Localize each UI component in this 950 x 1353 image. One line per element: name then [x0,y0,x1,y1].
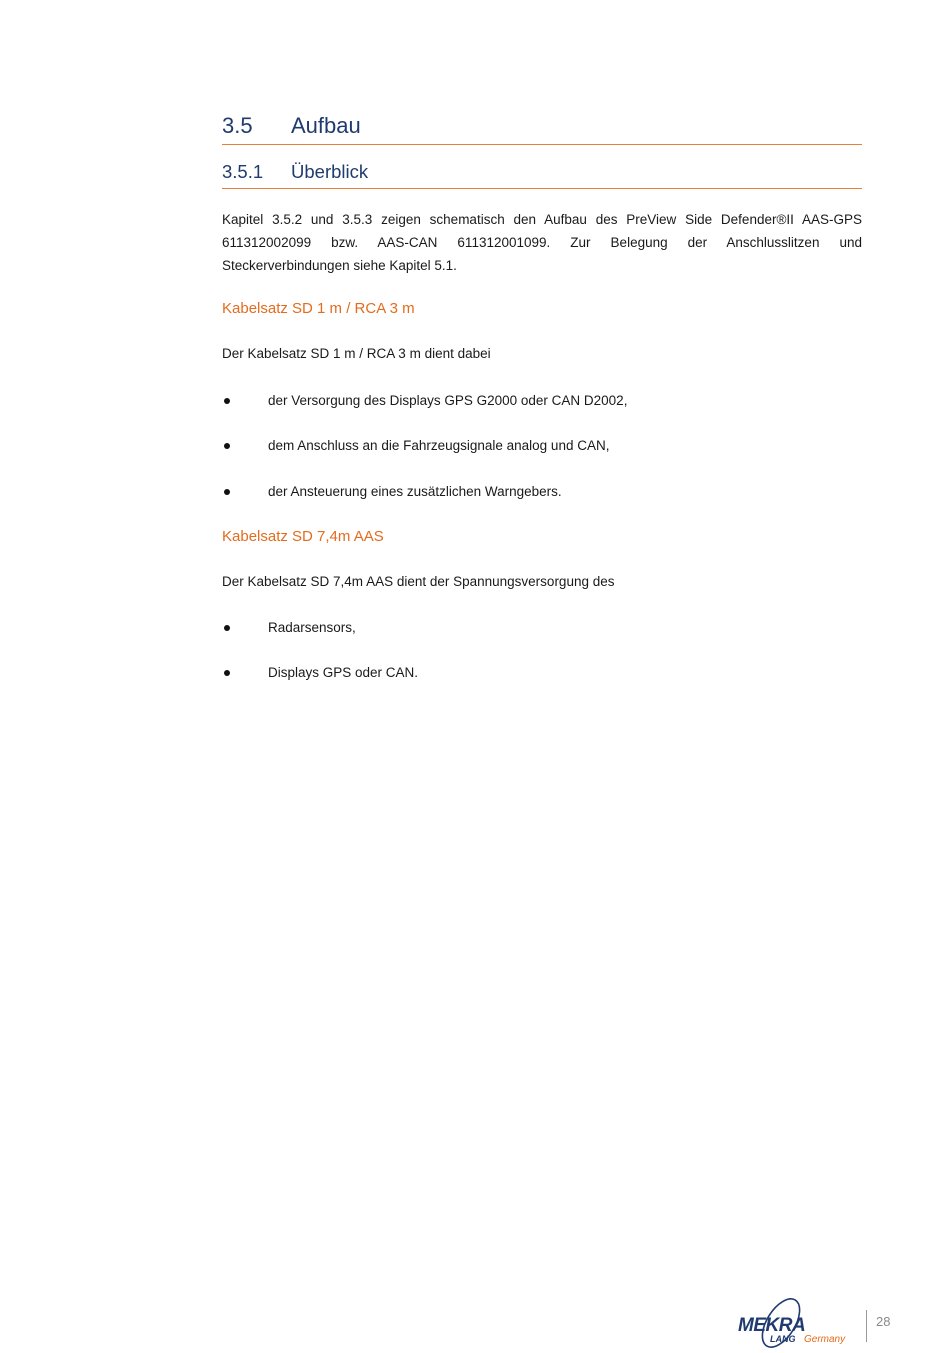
section-title: Aufbau [291,113,361,138]
list-item-text: Displays GPS oder CAN. [268,665,419,680]
block2-lead: Der Kabelsatz SD 7,4m AAS dient der Spannungsversorgung des [222,574,615,589]
footer-divider [866,1310,867,1342]
mekra-lang-logo [736,1293,851,1351]
subsection-heading [222,159,862,189]
list-item [222,393,862,413]
subsection-title: Überblick [291,161,369,182]
bullet-icon [224,489,230,495]
list-item [222,484,862,504]
page-number: 28 [876,1314,891,1329]
bullet-icon [224,398,230,404]
list-item [222,620,862,640]
list-item-text: der Versorgung des Displays GPS G2000 oder CAN D2002, [268,393,628,408]
bullet-icon [224,443,230,449]
list-item-text: Radarsensors, [268,620,356,635]
intro-paragraph: Kapitel 3.5.2 und 3.5.3 zeigen schematisch den Aufbau des PreView Side Defender®II AAS-GPS 611312002099 bzw. AAS-CAN 611312001099. Zur Belegung der Anschlusslitzen und Steckerverbindungen siehe Kapitel 5.1. [222,212,862,273]
block2-heading: Kabelsatz SD 7,4m AAS [222,528,384,545]
logo-country: Germany [804,1334,846,1345]
logo-wordmark: MEKRA [738,1315,806,1336]
block1-heading: Kabelsatz SD 1 m / RCA 3 m [222,300,415,317]
bullet-icon [224,625,230,631]
section-heading [222,111,862,145]
bullet-icon [224,670,230,676]
list-item [222,665,862,685]
subsection-number: 3.5.1 [222,161,264,182]
block1-lead: Der Kabelsatz SD 1 m / RCA 3 m dient dabei [222,346,491,361]
list-item-text: dem Anschluss an die Fahrzeugsignale analog und CAN, [268,438,610,453]
logo-subtext: LANG [770,1334,796,1344]
section-number: 3.5 [222,113,253,138]
list-item [222,438,862,458]
list-item-text: der Ansteuerung eines zusätzlichen Warngebers. [268,484,562,499]
